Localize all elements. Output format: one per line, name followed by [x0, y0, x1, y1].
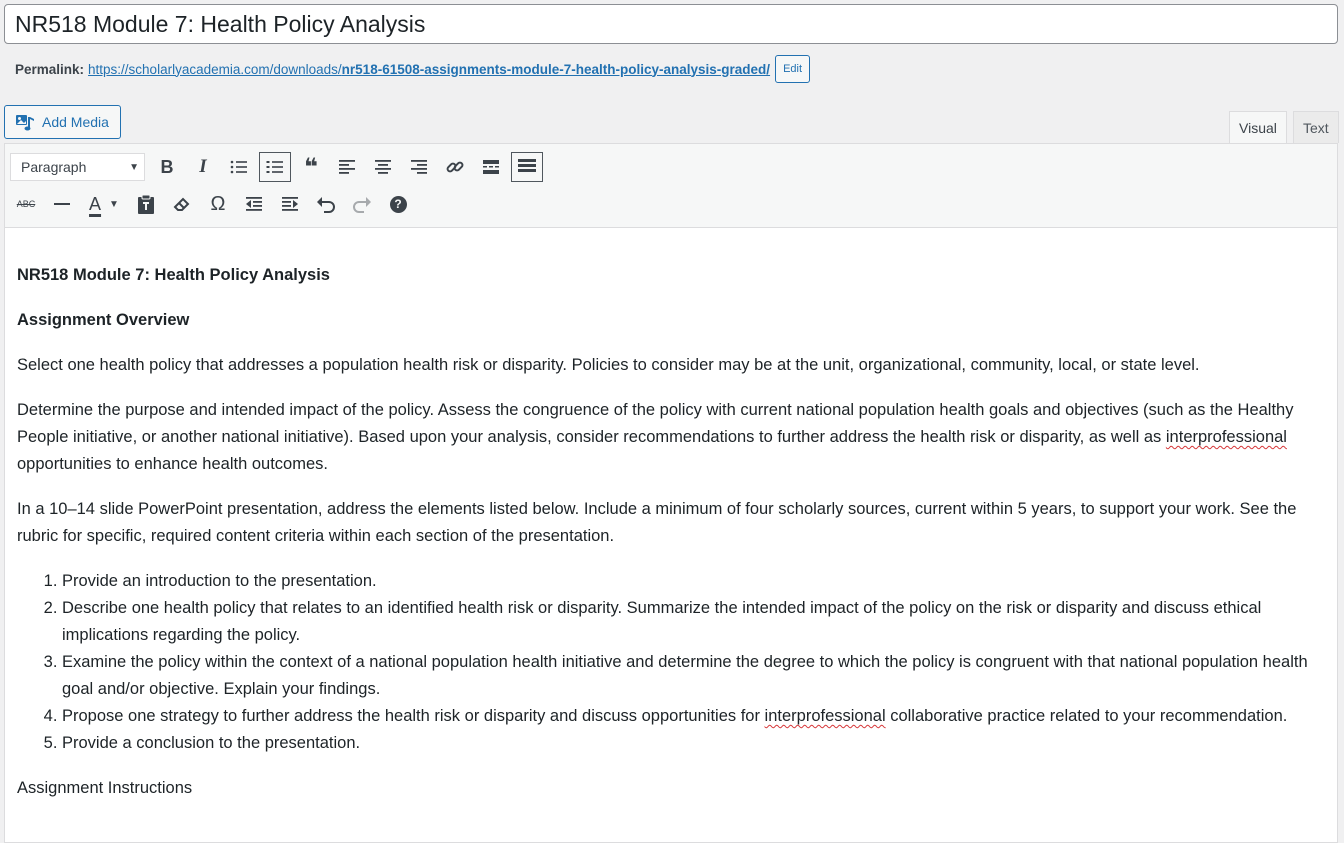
- permalink-url-slug: nr518-61508-assignments-module-7-health-policy-analysis-graded/: [341, 61, 771, 77]
- elements-list: [17, 568, 1322, 757]
- editor: [4, 143, 1338, 843]
- text-color-button[interactable]: [82, 189, 126, 219]
- bullet-list-icon[interactable]: [223, 152, 255, 182]
- chevron-down-icon: ▼: [129, 161, 139, 173]
- clear-formatting-icon[interactable]: [166, 189, 198, 219]
- chevron-down-icon: ▼: [109, 198, 119, 210]
- horizontal-line-icon[interactable]: [46, 189, 78, 219]
- permalink-edit-button[interactable]: Edit: [775, 55, 810, 83]
- decrease-indent-icon[interactable]: [238, 189, 270, 219]
- blockquote-icon[interactable]: ❝: [303, 153, 319, 181]
- text-run: Propose one strategy to further address the health risk or disparity and discuss opportunities for: [62, 707, 765, 725]
- toolbar-row-2: [10, 188, 418, 220]
- add-media-label: Add Media: [42, 114, 109, 130]
- toolbar-row-1: [10, 151, 547, 183]
- help-icon[interactable]: [382, 189, 414, 219]
- italic-button[interactable]: I: [199, 156, 207, 177]
- paste-text-icon[interactable]: [130, 189, 162, 219]
- strikethrough-button[interactable]: ABC: [16, 199, 36, 209]
- format-select[interactable]: [10, 153, 145, 181]
- post-title-input[interactable]: NR518 Module 7: Health Policy Analysis: [4, 4, 1338, 44]
- list-item: 5. Provide a conclusion to the presentation.: [62, 730, 1322, 757]
- bold-button[interactable]: B: [160, 156, 174, 177]
- list-item: 3. Examine the policy within the context of a national population health initiative and determine the degree to which the policy is congruent with that national population health goal and/or objective. Explain your findings.: [62, 649, 1322, 703]
- content-paragraph: [17, 397, 1322, 478]
- special-character-icon[interactable]: Ω: [210, 192, 226, 215]
- list-item: 1. Provide an introduction to the presentation.: [62, 568, 1322, 595]
- permalink-label: Permalink:: [15, 61, 85, 77]
- list-item: [62, 703, 1322, 730]
- format-select-value: Paragraph: [21, 159, 87, 175]
- list-item: 2. Describe one health policy that relates to an identified health risk or disparity. Summarize the intended impact of the policy on the risk or disparity and discuss ethical implications regarding the policy.: [62, 595, 1322, 649]
- text-run: Determine the purpose and intended impact of the policy. Assess the congruence of the policy with current national population health goals and objectives (such as the Healthy People initiative, or another national initiative). Based upon your analysis, consider recommendations to further address the health risk or disparity, as well as: [17, 401, 1294, 446]
- link-icon[interactable]: [439, 152, 471, 182]
- align-right-icon[interactable]: [403, 152, 435, 182]
- permalink-link[interactable]: [88, 62, 770, 77]
- permalink-row: [15, 55, 810, 83]
- content-paragraph: Assignment Instructions: [17, 779, 193, 797]
- increase-indent-icon[interactable]: [274, 189, 306, 219]
- media-icon: [15, 113, 35, 131]
- content-paragraph: In a 10–14 slide PowerPoint presentation, address the elements listed below. Include a minimum of four scholarly sources, current within 5 years, to support your work. See the rubric for specific, required content criteria within each section of the presentation.: [17, 500, 1297, 545]
- redo-icon[interactable]: [346, 189, 378, 219]
- spelling-error: interprofessional: [1165, 428, 1287, 446]
- permalink-url-base: https://scholarlyacademia.com/downloads/: [88, 61, 342, 77]
- help-icon-glyph: ?: [390, 196, 407, 213]
- content-top-spacer: [17, 228, 1322, 262]
- tab-text[interactable]: Text: [1293, 111, 1339, 143]
- tab-visual[interactable]: Visual: [1229, 111, 1287, 143]
- add-media-button[interactable]: [4, 105, 121, 139]
- content-paragraph: Select one health policy that addresses a population health risk or disparity. Policies to consider may be at the unit, organizational, community, local, or state level.: [17, 356, 1200, 374]
- text-run: opportunities to enhance health outcomes.: [17, 455, 328, 473]
- align-left-icon[interactable]: [331, 152, 363, 182]
- text-color-icon: A: [89, 193, 102, 214]
- text-run: collaborative practice related to your recommendation.: [885, 707, 1288, 725]
- content-subheading: Assignment Overview: [17, 311, 190, 329]
- toolbar-toggle-icon[interactable]: [511, 152, 543, 182]
- spelling-error: interprofessional: [764, 707, 886, 725]
- editor-content[interactable]: [17, 228, 1322, 820]
- align-center-icon[interactable]: [367, 152, 399, 182]
- undo-icon[interactable]: [310, 189, 342, 219]
- numbered-list-icon[interactable]: [259, 152, 291, 182]
- content-heading: NR518 Module 7: Health Policy Analysis: [17, 266, 330, 284]
- editor-toolbar: [5, 144, 1337, 228]
- read-more-icon[interactable]: [475, 152, 507, 182]
